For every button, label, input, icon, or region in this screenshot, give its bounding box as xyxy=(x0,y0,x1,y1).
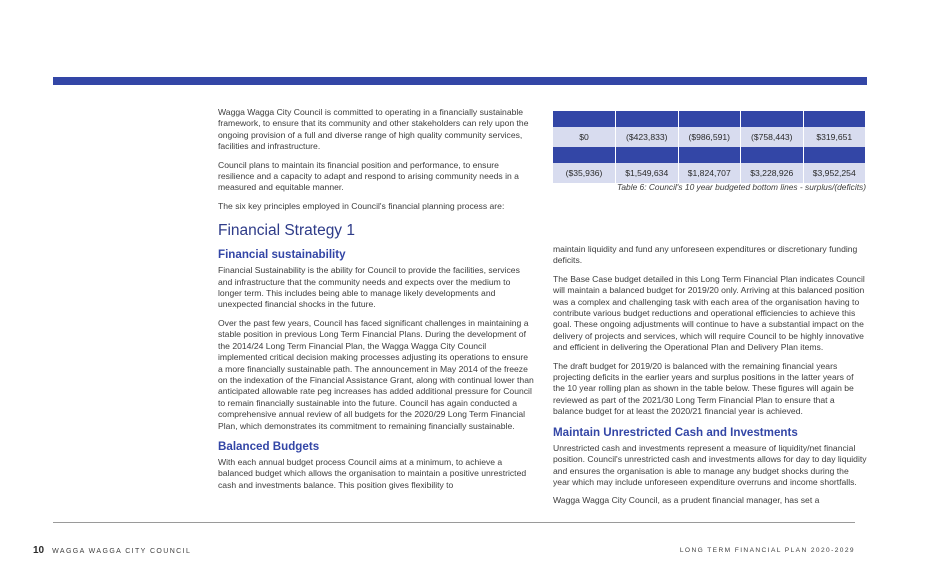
left-column xyxy=(218,107,534,498)
intro-paragraph-3: The six key principles employed in Council's financial planning process are: xyxy=(218,200,505,211)
table-caption: Table 6: Council's 10 year budgeted bottom lines - surplus/(deficits) xyxy=(617,182,866,192)
right-paragraph-3: The draft budget for 2019/20 is balanced with the remaining financial years projecting deficits in the earlier years and surplus positions in the latter years of the 10 year rolling plan as shown in the table below. These figures will again be reviewed as part of the 2021/30 Long Term Financial Plan to ensure that a balance budget for at least the 2020/21 financial year is achieved. xyxy=(553,360,854,417)
table-cell: $0 xyxy=(553,127,616,147)
table-cell: $3,952,254 xyxy=(803,163,866,183)
sustainability-paragraph-2: Over the past few years, Council has faced significant challenges in maintaining a stable position in previous Long Term Financial Plans. During the development of the 2014/24 Long Term Financial Plan, the Wagga Wagga City Council implemented critical decision making processes adjusting its operations to ensure a more financially sustainable path. The announcement in May 2014 of the freeze on the indexation of the Financial Assistance Grant, along with continual lower than anticipated allowable rate peg increases has added additional pressure for Council to remain financially sustainable into the future. Council has again conducted a comprehensive annual review of all budgets for the 2020/29 Long Term Financial Plan, which demonstrates its commitment to remaining financially sustainable. xyxy=(218,317,534,431)
sustainability-paragraph-1: Financial Sustainability is the ability for Council to provide the facilities, services and infrastructure that the community needs and expects over the medium to longer term. This includes being able to manage likely developments and unexpected financial shocks in the future. xyxy=(218,265,520,310)
sustainability-heading: Financial sustainability xyxy=(218,248,346,262)
cash-paragraph-1: Unrestricted cash and investments represent a measure of liquidity/net financial position. Council's unrestricted cash and investments allows for day to day liquidity and ensures the organisation is able to manage any budget shocks during the year which may include unforeseen expenditure overruns and income shortfalls. xyxy=(553,442,867,487)
footer-org-name: WAGGA WAGGA CITY COUNCIL xyxy=(52,548,192,555)
table-cell: ($758,443) xyxy=(741,127,804,147)
table-cell: $1,824,707 xyxy=(678,163,741,183)
table-cell: ($35,936) xyxy=(553,163,616,183)
right-paragraph-2: The Base Case budget detailed in this Long Term Financial Plan indicates Council will maintain a balanced budget for 2019/20 only. Arriving at this balanced position was a complex and challenging task with each area of the organisation having to contribute various budget reductions and operational efficiencies to achieve this goal. These ongoing adjustments will continue to have a substantial impact on the delivery of projects and services, which will require Council to be highly innovative and efficient in delivering the Operational Plan and Delivery Plan items. xyxy=(553,273,865,353)
balanced-budgets-heading: Balanced Budgets xyxy=(218,439,320,453)
budget-table xyxy=(553,111,866,183)
strategy-heading: Financial Strategy 1 xyxy=(218,222,355,240)
table-cell: $3,228,926 xyxy=(741,163,804,183)
table-row xyxy=(553,163,866,183)
intro-paragraph-1: Wagga Wagga City Council is committed to operating in a financially sustainable framework, to ensure that its community and other stakeholders can rely upon the ongoing provision of a full and diverse range of high quality community services, facilities and infrastructure. xyxy=(218,107,529,152)
table-cell: ($986,591) xyxy=(678,127,741,147)
table-cell: ($423,833) xyxy=(616,127,679,147)
table-cell: $1,549,634 xyxy=(616,163,679,183)
right-paragraph-1: maintain liquidity and fund any unforeseen expenditures or discretionary funding deficits. xyxy=(553,244,858,266)
footer-doc-title: LONG TERM FINANCIAL PLAN 2020-2029 xyxy=(679,547,855,554)
header-band xyxy=(53,77,867,85)
footer-left xyxy=(33,545,191,556)
table-header-band xyxy=(553,147,866,163)
table-header-band xyxy=(553,111,866,127)
right-column xyxy=(553,244,867,514)
footer-rule xyxy=(53,522,855,523)
intro-paragraph-2: Council plans to maintain its financial position and performance, to ensure resilience and a capacity to adapt and respond to arising community needs in a measured and equitable manner. xyxy=(218,159,519,193)
table-cell: $319,651 xyxy=(803,127,866,147)
page-number: 10 xyxy=(33,545,45,556)
cash-investments-heading: Maintain Unrestricted Cash and Investments xyxy=(553,425,798,439)
cash-paragraph-2: Wagga Wagga City Council, as a prudent financial manager, has set a xyxy=(553,495,820,506)
table-row xyxy=(553,127,866,147)
balanced-budgets-paragraph: With each annual budget process Council aims at a minimum, to achieve a balanced budget which allows the organisation to maintain a positive unrestricted cash and investments balance. This position gives flexibility to xyxy=(218,456,527,490)
